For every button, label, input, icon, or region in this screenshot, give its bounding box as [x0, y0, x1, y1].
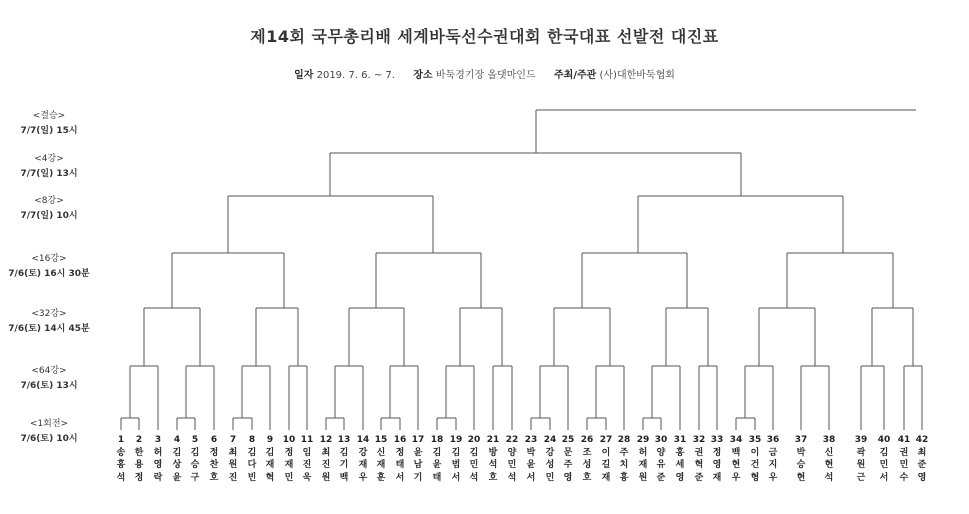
date-label: 일자 [294, 70, 314, 81]
player-name-char: 재 [284, 460, 294, 471]
player-number: 17 [411, 435, 425, 445]
player-entry [282, 434, 296, 484]
player-name-char: 석 [507, 472, 517, 483]
player-name-char: 윤 [432, 460, 442, 471]
player-name-char: 석 [488, 460, 498, 471]
player-entry [543, 434, 557, 484]
round-name: <1회전> [29, 419, 69, 429]
player-name-char: 홍 [619, 472, 629, 483]
player-name-char: 신 [376, 447, 386, 458]
player-number: 7 [229, 435, 237, 445]
player-number: 25 [561, 435, 575, 445]
player-number: 15 [374, 435, 388, 445]
player-name-char: 조 [582, 447, 592, 458]
round-date: 7/7(일) 13시 [20, 169, 78, 179]
player-entry [915, 434, 929, 484]
player-entry [449, 434, 463, 484]
player-name-char: 민 [879, 460, 889, 471]
player-name-char: 석 [469, 472, 479, 483]
player-name-char: 준 [694, 472, 704, 483]
player-number: 22 [505, 435, 519, 445]
player-number: 31 [673, 435, 687, 445]
date-value: 2019. 7. 6. ~ 7. [316, 70, 395, 81]
player-name-char: 서 [879, 472, 889, 483]
player-name-char: 원 [638, 472, 648, 483]
round-name: <4강> [34, 154, 64, 164]
player-name-char: 치 [619, 460, 629, 471]
player-entry [226, 434, 240, 484]
player-number: 5 [191, 435, 199, 445]
player-entry [599, 434, 613, 484]
player-number: 23 [524, 435, 538, 445]
player-entry [692, 434, 706, 484]
player-name-char: 강 [358, 447, 368, 458]
player-name-char: 영 [563, 472, 573, 483]
round-date: 7/7(일) 15시 [20, 126, 78, 136]
player-entry [263, 434, 277, 484]
player-name-char: 양 [507, 447, 517, 458]
player-name-char: 주 [619, 447, 629, 458]
round-date: 7/6(토) 10시 [20, 434, 78, 444]
player-name-char: 현 [796, 472, 806, 483]
player-name-char: 영 [153, 460, 163, 471]
player-name-char: 이 [601, 447, 611, 458]
player-name-char: 근 [856, 472, 866, 483]
player-number: 34 [729, 435, 743, 445]
player-name-char: 문 [563, 447, 573, 458]
player-entry [854, 434, 868, 484]
player-entry [151, 434, 165, 484]
player-number: 6 [210, 435, 218, 445]
player-name-char: 윤 [413, 447, 423, 458]
player-name-char: 금 [768, 447, 778, 458]
player-name-char: 김 [339, 447, 349, 458]
player-entry [617, 434, 631, 484]
player-name-char: 권 [899, 447, 909, 458]
player-entry [561, 434, 575, 484]
player-name-char: 원 [321, 472, 331, 483]
player-name-char: 현 [824, 460, 834, 471]
player-name-char: 서 [526, 472, 536, 483]
player-entry [748, 434, 762, 484]
player-name-char: 승 [796, 460, 806, 471]
player-name-char: 남 [413, 460, 423, 471]
player-name-char: 준 [656, 472, 666, 483]
player-number: 13 [337, 435, 351, 445]
player-name-char: 재 [376, 460, 386, 471]
player-name-char: 태 [432, 472, 442, 483]
player-name-char: 기 [413, 472, 423, 483]
player-number: 21 [486, 435, 500, 445]
player-number: 28 [617, 435, 631, 445]
player-number: 38 [822, 435, 836, 445]
player-name-char: 홍 [116, 460, 126, 471]
player-name-char: 김 [879, 447, 889, 458]
player-number: 9 [266, 435, 274, 445]
player-number: 32 [692, 435, 706, 445]
player-name-char: 김 [469, 447, 479, 458]
player-number: 16 [393, 435, 407, 445]
player-entry [170, 434, 184, 484]
player-name-char: 곽 [856, 447, 866, 458]
player-name-char: 호 [209, 472, 219, 483]
player-name-char: 락 [153, 472, 163, 483]
player-name-char: 양 [656, 447, 666, 458]
player-name-char: 윤 [526, 460, 536, 471]
player-number: 18 [430, 435, 444, 445]
player-number: 2 [135, 435, 143, 445]
player-number: 8 [248, 435, 256, 445]
player-name-char: 다 [247, 460, 257, 471]
player-name-char: 빈 [247, 472, 257, 483]
player-name-char: 홍 [675, 447, 685, 458]
player-name-char: 김 [247, 447, 257, 458]
player-name-char: 임 [302, 447, 312, 458]
player-entry [411, 434, 425, 484]
player-number: 40 [877, 435, 891, 445]
player-name-char: 수 [899, 472, 909, 483]
player-name-char: 지 [768, 460, 778, 471]
player-number: 24 [543, 435, 557, 445]
player-name-char: 우 [731, 472, 741, 483]
player-name-char: 박 [796, 447, 806, 458]
round-date: 7/6(토) 16시 30분 [8, 269, 90, 279]
player-entry [505, 434, 519, 484]
player-number: 1 [117, 435, 125, 445]
host-label: 주최/주관 [554, 70, 597, 81]
player-name-char: 김 [432, 447, 442, 458]
player-name-char: 현 [731, 460, 741, 471]
player-entry [766, 434, 780, 484]
venue-value: 바둑경기장 올댓마인드 [435, 70, 536, 81]
player-name-char: 우 [768, 472, 778, 483]
player-entry [393, 434, 407, 484]
player-entry [356, 434, 370, 484]
player-entry [524, 434, 538, 484]
player-name-char: 재 [265, 460, 275, 471]
player-name-char: 기 [339, 460, 349, 471]
player-name-char: 건 [750, 460, 760, 471]
player-name-char: 박 [526, 447, 536, 458]
player-name-char: 승 [190, 460, 200, 471]
player-name-char: 김 [172, 447, 182, 458]
player-number: 42 [915, 435, 929, 445]
player-name-char: 진 [302, 460, 312, 471]
player-number: 11 [300, 435, 314, 445]
player-name-char: 한 [134, 447, 144, 458]
player-number: 39 [854, 435, 868, 445]
player-name-char: 민 [469, 460, 479, 471]
player-name-char: 호 [582, 472, 592, 483]
round-date: 7/6(토) 13시 [20, 381, 78, 391]
player-name-char: 윤 [172, 472, 182, 483]
player-entry [580, 434, 594, 484]
player-name-char: 석 [116, 472, 126, 483]
player-name-char: 길 [601, 460, 611, 471]
player-entry [467, 434, 481, 484]
player-name-char: 권 [694, 447, 704, 458]
player-number: 36 [766, 435, 780, 445]
player-name-char: 백 [339, 472, 349, 483]
player-name-char: 정 [712, 447, 722, 458]
player-name-char: 훈 [376, 472, 386, 483]
round-name: <16강> [31, 254, 67, 264]
player-name-char: 재 [712, 472, 722, 483]
player-name-char: 김 [451, 447, 461, 458]
player-entry [337, 434, 351, 484]
player-name-char: 진 [228, 472, 238, 483]
player-name-char: 재 [638, 460, 648, 471]
player-entry [877, 434, 891, 484]
player-entry [300, 434, 314, 484]
player-name-char: 유 [656, 460, 666, 471]
player-name-char: 민 [899, 460, 909, 471]
player-number: 3 [154, 435, 162, 445]
player-number: 26 [580, 435, 594, 445]
page-title: 제14회 국무총리배 세계바둑선수권대회 한국대표 선발전 대진표 [250, 27, 719, 46]
round-name: <8강> [34, 196, 64, 206]
player-entry [430, 434, 444, 484]
player-number: 30 [654, 435, 668, 445]
player-name-char: 원 [856, 460, 866, 471]
player-number: 41 [897, 435, 911, 445]
player-entry [319, 434, 333, 484]
player-number: 10 [282, 435, 296, 445]
player-name-char: 정 [395, 447, 405, 458]
player-entry [729, 434, 743, 484]
player-name-char: 용 [134, 460, 144, 471]
player-number: 12 [319, 435, 333, 445]
player-name-char: 태 [395, 460, 405, 471]
player-number: 35 [748, 435, 762, 445]
player-name-char: 재 [358, 460, 368, 471]
player-name-char: 주 [563, 460, 573, 471]
player-name-char: 진 [321, 460, 331, 471]
player-entry [654, 434, 668, 484]
player-name-char: 허 [638, 447, 648, 458]
player-name-char: 원 [228, 460, 238, 471]
player-name-char: 민 [284, 472, 294, 483]
player-entry [710, 434, 724, 484]
player-name-char: 영 [675, 472, 685, 483]
player-entry [486, 434, 500, 484]
player-name-char: 세 [675, 460, 685, 471]
player-name-char: 송 [116, 447, 126, 458]
player-name-char: 범 [451, 460, 461, 471]
player-number: 20 [467, 435, 481, 445]
player-number: 14 [356, 435, 370, 445]
player-name-char: 혁 [265, 472, 275, 483]
player-name-char: 강 [545, 447, 555, 458]
player-name-char: 정 [134, 472, 144, 483]
player-name-char: 형 [750, 472, 760, 483]
player-name-char: 호 [488, 472, 498, 483]
player-entry [114, 434, 128, 484]
player-entry [374, 434, 388, 484]
player-name-char: 영 [917, 472, 927, 483]
player-name-char: 우 [358, 472, 368, 483]
round-date: 7/7(일) 10시 [20, 211, 78, 221]
player-name-char: 성 [545, 460, 555, 471]
player-number: 4 [173, 435, 181, 445]
player-name-char: 서 [451, 472, 461, 483]
player-name-char: 재 [601, 472, 611, 483]
player-number: 37 [794, 435, 808, 445]
player-entry [132, 434, 146, 484]
player-name-char: 찬 [209, 460, 219, 471]
player-name-char: 영 [712, 460, 722, 471]
round-name: <64강> [31, 366, 67, 376]
player-name-char: 정 [209, 447, 219, 458]
player-entry [822, 434, 836, 484]
player-entry [794, 434, 808, 484]
player-name-char: 이 [750, 447, 760, 458]
player-name-char: 민 [545, 472, 555, 483]
round-date: 7/6(토) 14시 45분 [8, 324, 90, 334]
player-number: 27 [599, 435, 613, 445]
player-name-char: 김 [265, 447, 275, 458]
player-entry [636, 434, 650, 484]
host-value: (사)대한바둑협회 [599, 70, 675, 81]
player-name-char: 최 [228, 447, 238, 458]
player-name-char: 정 [284, 447, 294, 458]
player-number: 29 [636, 435, 650, 445]
player-name-char: 혁 [694, 460, 704, 471]
player-entry [897, 434, 911, 484]
player-entry [188, 434, 202, 484]
player-name-char: 최 [917, 447, 927, 458]
player-name-char: 서 [395, 472, 405, 483]
player-name-char: 성 [582, 460, 592, 471]
player-name-char: 구 [190, 472, 200, 483]
player-name-char: 석 [824, 472, 834, 483]
player-name-char: 민 [507, 460, 517, 471]
player-name-char: 김 [190, 447, 200, 458]
player-name-char: 욱 [302, 472, 312, 483]
player-entry [673, 434, 687, 484]
player-name-char: 허 [153, 447, 163, 458]
round-name: <32강> [31, 309, 67, 319]
round-name: <결승> [32, 111, 66, 121]
player-name-char: 최 [321, 447, 331, 458]
venue-label: 장소 [413, 70, 433, 81]
player-number: 33 [710, 435, 724, 445]
player-name-char: 상 [172, 460, 182, 471]
player-name-char: 신 [824, 447, 834, 458]
player-name-char: 방 [488, 447, 498, 458]
player-name-char: 백 [731, 447, 741, 458]
player-entry [245, 434, 259, 484]
player-number: 19 [449, 435, 463, 445]
player-name-char: 준 [917, 460, 927, 471]
player-entry [207, 434, 221, 484]
